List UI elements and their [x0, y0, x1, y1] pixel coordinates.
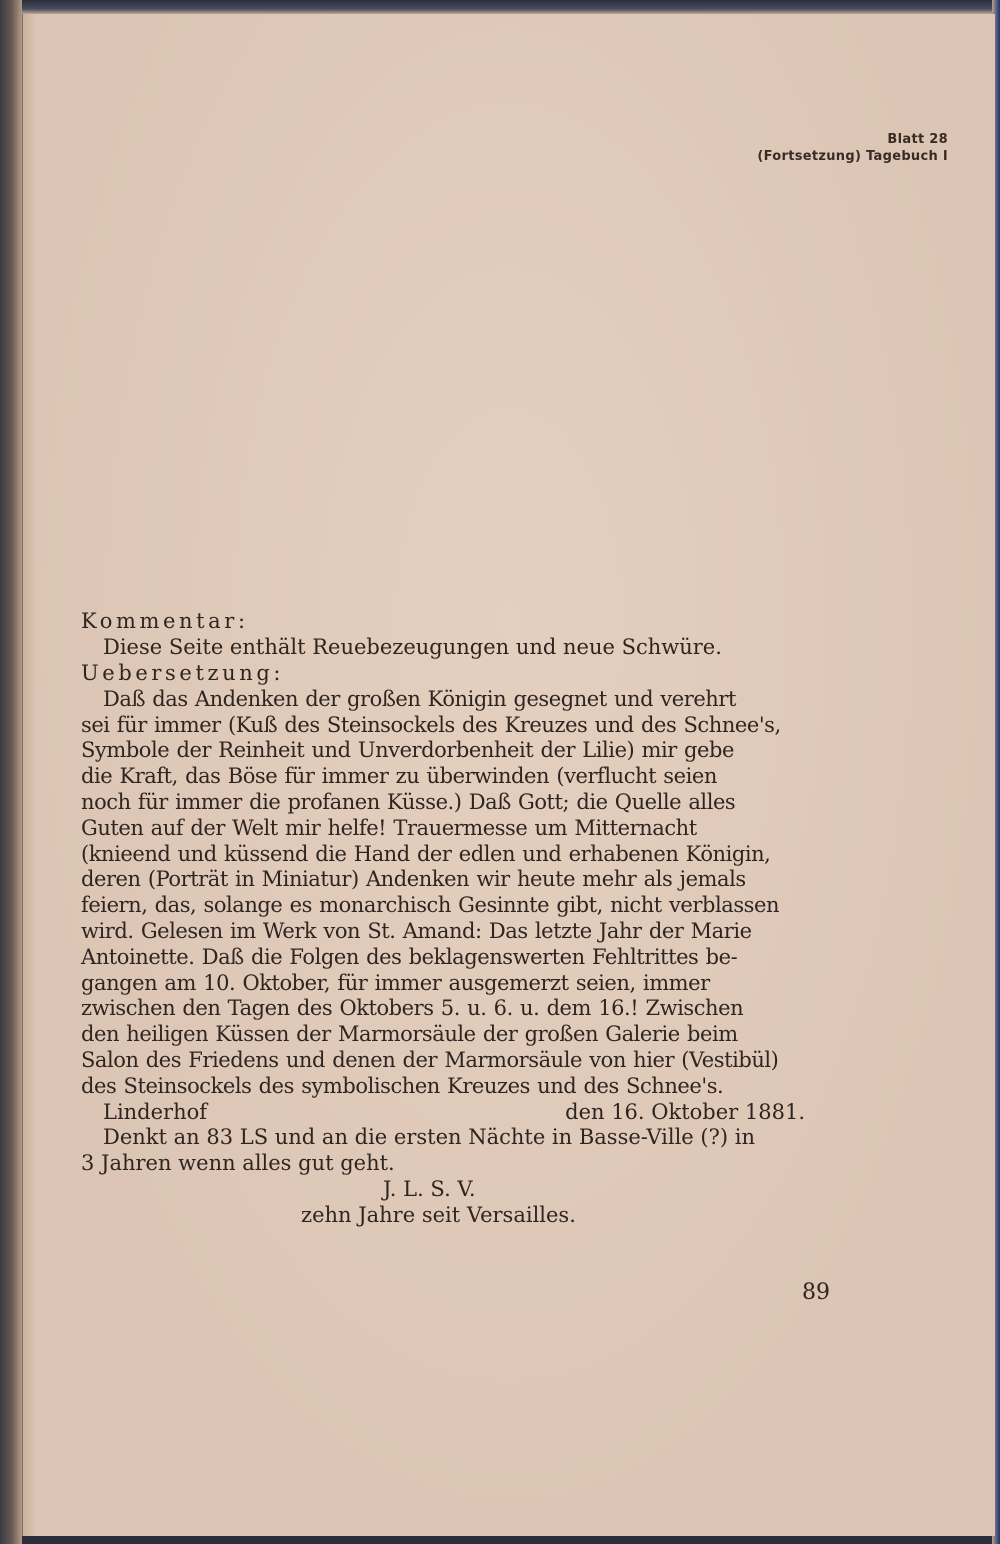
- closing-line: zehn Jahre seit Versailles.: [301, 1202, 576, 1227]
- commentary-heading: Kommentar:: [81, 609, 249, 633]
- translation-line: Salon des Friedens und denen der Marmorsäule von hier (Vestibül): [81, 1047, 779, 1072]
- translation-line: des Steinsockels des symbolischen Kreuzes und des Schnee's.: [81, 1073, 724, 1098]
- translation-line: Guten auf der Welt mir helfe! Trauermesse um Mitternacht: [81, 815, 697, 840]
- translation-line: Symbole der Reinheit und Unverdorbenheit der Lilie) mir gebe: [81, 738, 735, 763]
- translation-line: feiern, das, solange es monarchisch Gesinnte gibt, nicht verblassen: [81, 893, 780, 918]
- sheet-number: Blatt 28: [887, 132, 948, 147]
- date: den 16. Oktober 1881.: [565, 1099, 805, 1124]
- translation-line: zwischen den Tagen des Oktobers 5. u. 6. u. dem 16.! Zwischen: [81, 996, 744, 1021]
- sheet-reference: [757, 131, 948, 165]
- translation-line: wird. Gelesen im Werk von St. Amand: Das letzte Jahr der Marie: [81, 918, 752, 943]
- translation-line: gangen am 10. Oktober, für immer ausgemerzt seien, immer: [81, 970, 710, 995]
- translation-line: den heiligen Küssen der Marmorsäule der großen Galerie beim: [81, 1022, 738, 1047]
- note-line-1: Denkt an 83 LS und an die ersten Nächte in Basse-Ville (?) in: [103, 1125, 755, 1150]
- commentary-text: Diese Seite enthält Reuebezeugungen und neue Schwüre.: [103, 635, 722, 659]
- place: Linderhof: [103, 1099, 208, 1124]
- translation-paragraph: [81, 687, 829, 1100]
- book-binding-edge: [0, 0, 22, 1544]
- translation-line: sei für immer (Kuß des Steinsockels des Kreuzes und des Schnee's,: [81, 712, 781, 737]
- translation-heading: Uebersetzung:: [81, 660, 285, 685]
- translation-line: (knieend und küssend die Hand der edlen und erhabenen Königin,: [81, 841, 771, 866]
- page-number: 89: [802, 1280, 830, 1305]
- translation-line: die Kraft, das Böse für immer zu überwinden (verflucht seien: [81, 764, 717, 789]
- note-line-2: 3 Jahren wenn alles gut geht.: [81, 1151, 395, 1176]
- translation-line: Daß das Andenken der großen Königin gesegnet und verehrt: [103, 686, 736, 711]
- translation-line: Antoinette. Daß die Folgen des beklagenswerten Fehltrittes be-: [81, 944, 738, 969]
- translation-line: deren (Porträt in Miniatur) Andenken wir heute mehr als jemals: [81, 867, 746, 892]
- main-text: [81, 609, 829, 1229]
- diary-reference: (Fortsetzung) Tagebuch I: [757, 149, 948, 164]
- translation-line: noch für immer die profanen Küsse.) Daß Gott; die Quelle alles: [81, 789, 736, 814]
- signature-initials: J. L. S. V.: [383, 1176, 476, 1201]
- page-top-edge: [0, 0, 1000, 14]
- place-and-date: [81, 1100, 829, 1126]
